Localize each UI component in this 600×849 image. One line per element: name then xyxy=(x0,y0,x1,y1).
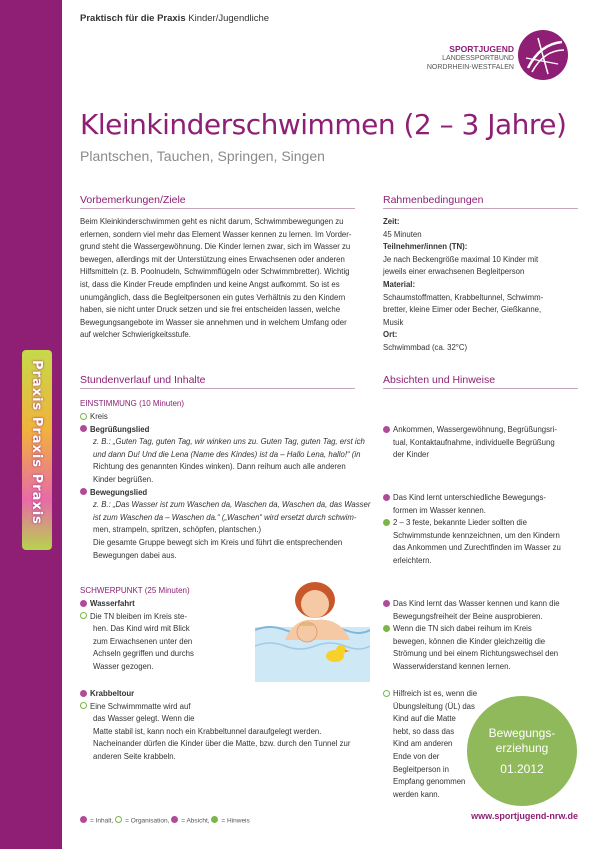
absicht-4 xyxy=(383,598,588,674)
series-label xyxy=(80,13,269,24)
praxis-ribbon-text: Praxis Praxis Praxis xyxy=(29,360,44,525)
text-line: werden kann. xyxy=(393,789,440,799)
text-line: Achseln gegriffen und durchs xyxy=(93,649,194,659)
inhalt-icon xyxy=(80,690,87,697)
text-line: Das Kind lernt das Wasser kennen und kann die xyxy=(393,599,560,608)
text-line: ist zum Waschen da – Waschen da.“ („Waschen“ wird ersetzt durch schwim- xyxy=(93,512,357,522)
legend-hinweis: = Hinweis xyxy=(221,817,250,825)
text-line: erlernen, sondern viel mehr das Element Wasser kennen zu lernen. Im Vorder- xyxy=(80,229,352,239)
text-line: Eine Schwimmmatte wird auf xyxy=(90,701,191,711)
hinweis-icon xyxy=(383,690,390,697)
page-subtitle: Plantschen, Tauchen, Springen, Singen xyxy=(80,148,325,164)
badge-line2: erziehung xyxy=(495,741,549,755)
swimming-parent-child-illustration xyxy=(255,572,370,682)
material-line: Musik xyxy=(383,317,404,327)
rahmen-rule xyxy=(383,208,578,209)
wasserfahrt-item xyxy=(80,598,260,674)
text-line: Richtung des genannten Kindes winken). Dann reihum auch alle anderen xyxy=(93,462,346,472)
text-line: Hilfreich ist es, wenn die xyxy=(393,689,478,698)
text-line: zum Erwachsenen unter den xyxy=(93,636,193,646)
text-line: ist, dass die Kinder Freude empfinden und keine Angst aufkommt. So ist es xyxy=(80,279,340,289)
ort-value: Schwimmbad (ca. 32°C) xyxy=(383,342,468,352)
text-line: hen. Das Kind wird mit Blick xyxy=(93,624,190,634)
stundenverlauf-heading: Stundenverlauf und Inhalte xyxy=(80,374,206,386)
absichten-heading: Absichten und Hinweise xyxy=(383,374,496,386)
logo-line2: LANDESSPORTBUND xyxy=(442,55,514,62)
absicht-2 xyxy=(383,492,588,568)
logo-line3: NORDRHEIN-WESTFALEN xyxy=(426,64,514,71)
schwerpunkt-heading: SCHWERPUNKT (25 Minuten) xyxy=(80,586,190,595)
text-line: bewegen, allerdings mit der Unterstützung eines Erwachsenen oder anderen xyxy=(80,254,345,264)
inhalt-icon xyxy=(80,600,87,607)
begruessung-title: Begrüßungslied xyxy=(90,424,150,434)
bewegungslied-title: Bewegungslied xyxy=(90,487,148,497)
organisation-icon xyxy=(115,816,122,823)
text-line: Begleitperson in xyxy=(393,764,449,774)
krabbeltour-item xyxy=(80,688,380,764)
text-line: Wasserwiderstand kennen lernen. xyxy=(393,661,511,671)
rahmen-text xyxy=(383,216,583,355)
material-label: Material: xyxy=(383,279,416,289)
stundenverlauf-rule xyxy=(80,388,355,389)
text-line: das Ankommen und Zurechtfinden im Wasser zu xyxy=(393,543,561,553)
badge-line1: Bewegungs- xyxy=(488,726,556,740)
krabbeltour-title: Krabbeltour xyxy=(90,689,135,698)
hinweis-icon xyxy=(383,519,390,526)
rahmen-heading: Rahmenbedingungen xyxy=(383,194,484,206)
wasserfahrt-title: Wasserfahrt xyxy=(90,599,135,608)
sportjugend-logo-icon xyxy=(518,30,568,80)
tn-line: jeweils einer erwachsenen Begleitperson xyxy=(383,267,525,277)
text-line: und dann Du! Und die Lena (Name des Kindes) ist da – Hallo Lena, hallo!“ (in xyxy=(93,449,361,459)
text-line: Matte stabil ist, kann noch ein Krabbeltunnel daraufgelegt werden. xyxy=(93,726,322,736)
text-line: Bewegungsangebote im Wasser sie annehmen und in welchem Umfang oder xyxy=(80,317,347,327)
text-line: Strömung und bei einem Richtungswechsel den xyxy=(393,649,559,659)
legend-absicht: = Absicht, xyxy=(181,817,210,825)
text-line: haben, sie nicht unter Druck setzen und sie frei entscheiden lassen, welche xyxy=(80,305,341,315)
text-line: Bewegungsfreiheit der Beine ausprobieren. xyxy=(393,611,543,621)
einstimmung-items xyxy=(80,411,380,562)
legend xyxy=(80,816,250,825)
material-line: Schaumstoffmatten, Krabbeltunnel, Schwimm- xyxy=(383,292,544,302)
inhalt-icon xyxy=(80,425,87,432)
zeit-label: Zeit: xyxy=(383,217,400,226)
logo-brand: SPORTJUGEND xyxy=(449,44,514,54)
text-line: formen im Wasser kennen. xyxy=(393,505,486,515)
absicht-icon xyxy=(171,816,178,823)
text-line: Empfang genommen xyxy=(393,777,466,787)
page-title: Kleinkinderschwimmen (2 – 3 Jahre) xyxy=(80,108,567,141)
vorbemerkungen-rule xyxy=(80,208,355,209)
ort-label: Ort: xyxy=(383,330,398,340)
series-title: Praktisch für die Praxis xyxy=(80,13,186,24)
text-line: Das Kind lernt unterschiedliche Bewegungs- xyxy=(393,493,546,502)
absicht-icon xyxy=(383,494,390,501)
hinweis-icon xyxy=(383,625,390,632)
organisation-icon xyxy=(80,413,87,420)
text-line: unumgänglich, dass die Begleitpersonen ein gutes Verhältnis zu den Kindern xyxy=(80,292,346,302)
text-line: Ende von der xyxy=(393,751,440,761)
badge-date: 01.2012 xyxy=(500,762,544,776)
text-line: der Kinder xyxy=(393,450,429,460)
text-line: bewegen, können die Kinder gleichzeitig die xyxy=(393,636,546,646)
series-audience: Kinder/Jugendliche xyxy=(188,13,270,24)
badge-title xyxy=(467,726,577,756)
logo-text xyxy=(427,45,514,72)
text-line: hebt, so dass das xyxy=(393,726,455,736)
absicht-icon xyxy=(383,600,390,607)
kreis-text: Kreis xyxy=(90,412,108,421)
absicht-1 xyxy=(383,424,588,462)
legend-inhalt: = Inhalt, xyxy=(90,817,114,825)
text-line: Nacheinander dürfen die Kinder über die Matte, bzw. durch den Tunnel zur xyxy=(93,739,351,749)
hinweis-icon xyxy=(211,816,218,823)
absichten-rule xyxy=(383,388,578,389)
tn-label: Teilnehmer/innen (TN): xyxy=(383,242,468,252)
zeit-value: 45 Minuten xyxy=(383,229,422,239)
text-line: 2 – 3 feste, bekannte Lieder sollten die xyxy=(393,518,527,528)
text-line: Bewegungen dabei aus. xyxy=(93,550,177,560)
bewegungserziehung-badge xyxy=(467,696,577,806)
text-line: Die TN bleiben im Kreis ste- xyxy=(90,611,187,621)
text-line: Die gesamte Gruppe bewegt sich im Kreis und führt die entsprechenden xyxy=(93,537,343,547)
text-line: anderen Seite krabbeln. xyxy=(93,751,176,761)
einstimmung-heading: EINSTIMMUNG (10 Minuten) xyxy=(80,399,185,408)
vorbemerkungen-heading: Vorbemerkungen/Ziele xyxy=(80,194,186,206)
text-line: Hilfsmitteln (z. B. Poolnudeln, Schwimmflügeln oder Schwimmbretter). Wichtig xyxy=(80,267,350,277)
text-line: das Wasser gelegt. Wenn die xyxy=(93,714,195,724)
text-line: erleichtern. xyxy=(393,555,432,565)
organisation-icon xyxy=(80,612,87,619)
text-line: z. B.: „Das Wasser ist zum Waschen da, Waschen da, Waschen da, das Wasser xyxy=(93,500,371,510)
text-line: Kind am anderen xyxy=(393,739,453,749)
footer-url-link[interactable]: www.sportjugend-nrw.de xyxy=(471,811,578,821)
inhalt-icon xyxy=(80,488,87,495)
text-line: tual, Kontaktaufnahme, individuelle Begrüßung xyxy=(393,437,555,447)
material-line: bretter, kleine Eimer oder Becher, Gießkanne, xyxy=(383,305,542,315)
text-line: Ankommen, Wassergewöhnung, Begrüßungsri- xyxy=(393,425,557,434)
text-line: men, strampeln, spritzen, schöpfen, plantschen.) xyxy=(93,525,262,535)
text-line: Kinder begrüßen. xyxy=(93,474,154,484)
text-line: Wenn die TN sich dabei reihum im Kreis xyxy=(393,624,532,634)
text-line: grund steht die Wassergewöhnung. Die Kinder lernen zwar, sich im Wasser zu xyxy=(80,242,351,252)
text-line: Übungsleitung (ÜL) das xyxy=(393,701,475,711)
tn-line: Je nach Beckengröße maximal 10 Kinder mit xyxy=(383,254,539,264)
vorbemerkungen-text xyxy=(80,216,370,342)
legend-organisation: = Organisation, xyxy=(125,817,170,825)
absicht-icon xyxy=(383,426,390,433)
inhalt-icon xyxy=(80,816,87,823)
text-line: Schwimmstunde kennzeichnen, um den Kindern xyxy=(393,530,560,540)
text-line: auf welcher Schwierigkeitsstufe. xyxy=(80,330,191,340)
text-line: Wasser gezogen. xyxy=(93,661,154,671)
text-line: Kind auf die Matte xyxy=(393,714,456,724)
text-line: z. B.: „Guten Tag, guten Tag, wir winken uns zu. Guten Tag, guten Tag, erst ich xyxy=(93,437,365,447)
text-line: Beim Kleinkinderschwimmen geht es nicht darum, Schwimmbewegungen zu xyxy=(80,217,344,226)
organisation-icon xyxy=(80,702,87,709)
